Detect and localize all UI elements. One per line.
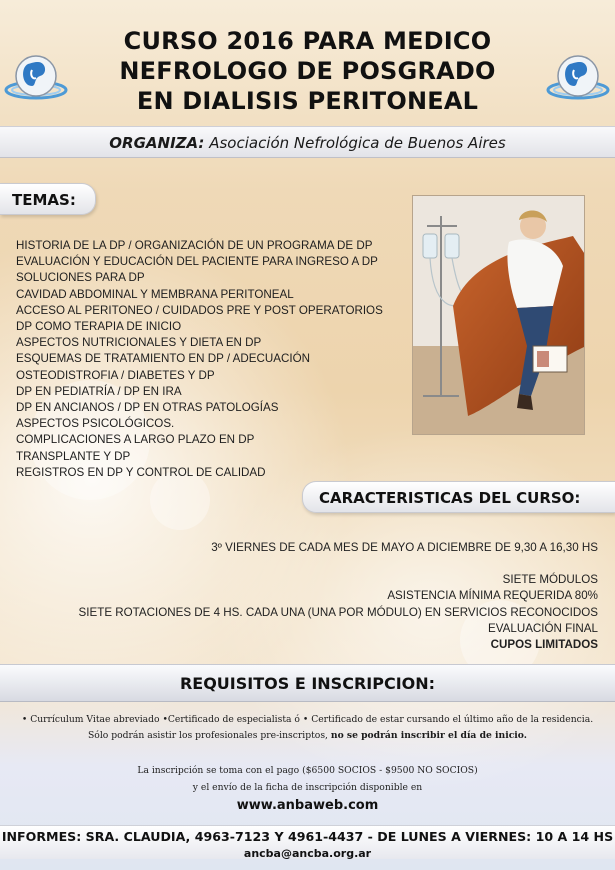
patient-photo xyxy=(412,195,585,435)
evaluation-text: EVALUACIÓN FINAL xyxy=(488,621,598,635)
requisitos-note-bold: no se podrán inscribir el día de inicio. xyxy=(330,730,527,741)
list-item: ASPECTOS PSICOLÓGICOS. xyxy=(16,417,175,431)
inscripcion-block xyxy=(0,762,615,815)
spacer xyxy=(40,556,598,572)
temas-list xyxy=(16,238,406,481)
requisitos-text xyxy=(0,712,615,744)
rotations-text: SIETE ROTACIONES DE 4 HS. CADA UNA (UNA POR MÓDULO) EN SERVICIOS RECONOCIDOS xyxy=(78,605,598,619)
organizer-label: ORGANIZA: xyxy=(109,134,205,152)
list-item: DP EN ANCIANOS / DP EN OTRAS PATOLOGÍAS xyxy=(16,401,279,415)
requisitos-heading: REQUISITOS E INSCRIPCION: xyxy=(0,664,615,702)
temas-heading: TEMAS: xyxy=(0,183,96,215)
title-line-2: NEFROLOGO DE POSGRADO xyxy=(119,57,496,85)
list-item: DP COMO TERAPIA DE INICIO xyxy=(16,320,182,334)
requisitos-line-2 xyxy=(0,728,615,744)
kidney-logo-left-icon xyxy=(4,50,68,106)
organizer-name: Asociación Nefrológica de Buenos Aires xyxy=(209,134,506,152)
title-line-3: EN DIALISIS PERITONEAL xyxy=(136,87,479,115)
payment-text: La inscripción se toma con el pago ($6500 SOCIOS - $9500 NO SOCIOS) xyxy=(137,765,478,776)
list-item: COMPLICACIONES A LARGO PLAZO EN DP xyxy=(16,433,255,447)
informes-line: INFORMES: SRA. CLAUDIA, 4963-7123 Y 4961-4437 - DE LUNES A VIERNES: 10 A 14 HS xyxy=(1,829,614,844)
list-item: SOLUCIONES PARA DP xyxy=(16,271,145,285)
title-line-1: CURSO 2016 PARA MEDICO xyxy=(123,27,492,55)
list-item: ESQUEMAS DE TRATAMIENTO EN DP / ADECUACIÓN xyxy=(16,352,310,366)
list-item: TRANSPLANTE Y DP xyxy=(16,449,131,463)
patient-photo-illustration xyxy=(413,196,585,435)
modules-text: SIETE MÓDULOS xyxy=(502,573,598,587)
organizer-band xyxy=(0,126,615,158)
attendance-text: ASISTENCIA MÍNIMA REQUERIDA 80% xyxy=(387,589,598,603)
list-item: HISTORIA DE LA DP / ORGANIZACIÓN DE UN PROGRAMA DE DP xyxy=(16,239,373,252)
list-item: DP EN PEDIATRÍA / DP EN IRA xyxy=(16,384,182,398)
list-item: CAVIDAD ABDOMINAL Y MEMBRANA PERITONEAL xyxy=(16,287,294,301)
email-link[interactable]: ancba@ancba.org.ar xyxy=(243,847,372,860)
limited-text: CUPOS LIMITADOS xyxy=(490,638,598,652)
list-item: EVALUACIÓN Y EDUCACIÓN DEL PACIENTE PARA INGRESO A DP xyxy=(16,255,378,269)
schedule-text: 3º VIERNES DE CADA MES DE MAYO A DICIEMBRE DE 9,30 A 16,30 HS xyxy=(211,541,598,554)
list-item: OSTEODISTROFIA / DIABETES Y DP xyxy=(16,368,215,382)
header xyxy=(0,22,615,122)
list-item: ACCESO AL PERITONEO / CUIDADOS PRE Y POST OPERATORIOS xyxy=(16,303,383,317)
kidney-logo-right-icon xyxy=(546,50,610,106)
list-item: REGISTROS EN DP Y CONTROL DE CALIDAD xyxy=(16,465,266,479)
form-text: y el envío de la ficha de inscripción disponible en xyxy=(192,782,423,793)
list-item: ASPECTOS NUTRICIONALES Y DIETA EN DP xyxy=(16,336,262,350)
website-link[interactable]: www.anbaweb.com xyxy=(236,798,379,813)
requisitos-note: Sólo podrán asistir los profesionales pre-inscriptos, xyxy=(88,730,331,741)
requisitos-line-1: • Currículum Vitae abreviado •Certificado de especialista ó • Certificado de estar cursando el último año de la residencia. xyxy=(21,714,594,725)
caracteristicas-list xyxy=(40,540,598,653)
informes-band xyxy=(0,825,615,859)
caracteristicas-heading: CARACTERISTICAS DEL CURSO: xyxy=(302,481,615,513)
